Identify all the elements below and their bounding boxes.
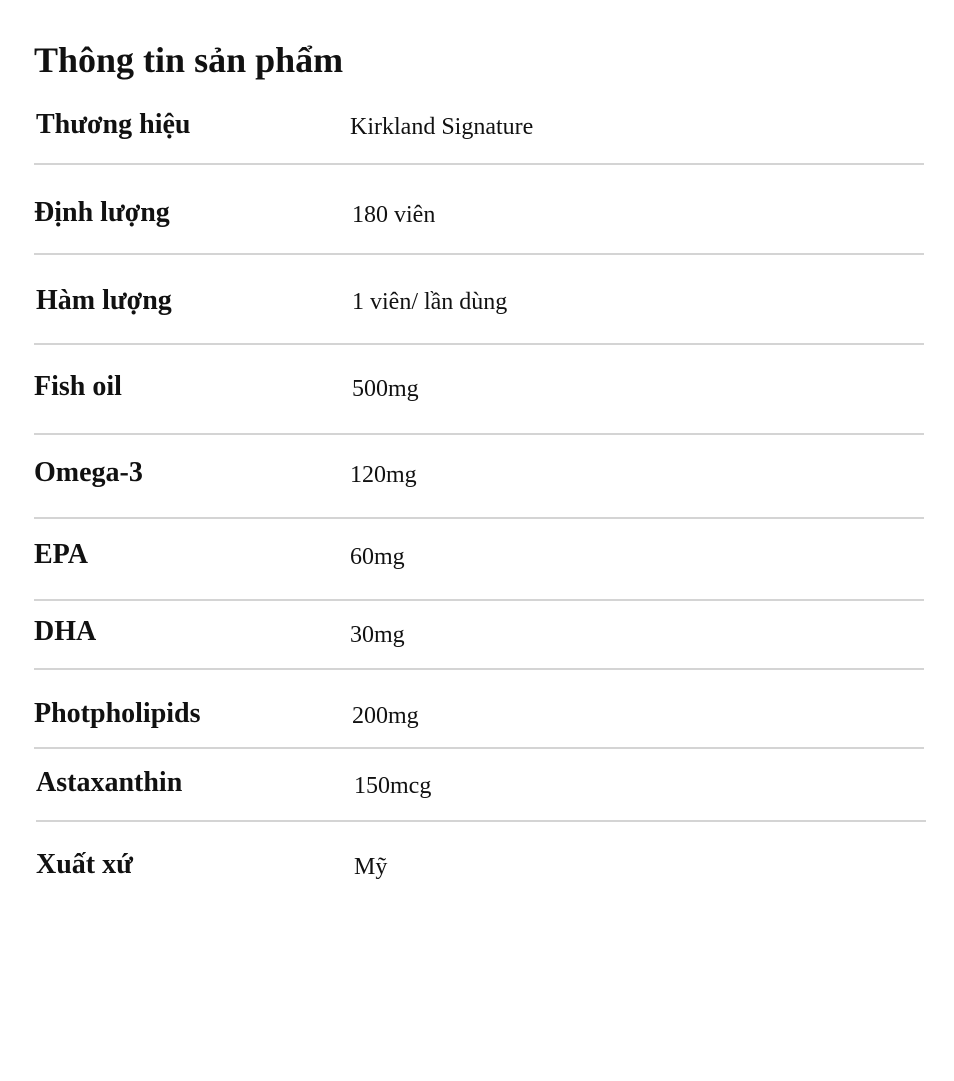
row-divider <box>36 820 926 822</box>
row-divider <box>34 599 924 601</box>
spec-label: Thương hiệu <box>36 109 191 140</box>
spec-value: 120mg <box>350 462 417 488</box>
spec-value: 1 viên/ lần dùng <box>352 289 508 315</box>
spec-label: EPA <box>34 539 88 570</box>
spec-label: Hàm lượng <box>36 285 172 316</box>
page-title: Thông tin sản phẩm <box>34 40 344 80</box>
row-divider <box>34 668 924 670</box>
spec-value: Mỹ <box>354 854 388 880</box>
spec-label: Định lượng <box>34 197 170 228</box>
spec-value: 500mg <box>352 376 419 402</box>
spec-label: Astaxanthin <box>36 767 183 798</box>
spec-label: Fish oil <box>34 371 122 402</box>
row-divider <box>34 517 924 519</box>
spec-value: 30mg <box>350 622 405 648</box>
spec-value: 150mcg <box>354 773 432 799</box>
spec-label: Photpholipids <box>34 698 201 729</box>
row-divider <box>34 163 924 165</box>
spec-label: Xuất xứ <box>36 849 133 880</box>
spec-value: 180 viên <box>352 202 436 228</box>
spec-label: DHA <box>34 616 97 647</box>
spec-label: Omega-3 <box>34 457 143 488</box>
row-divider <box>34 433 924 435</box>
row-divider <box>34 747 924 749</box>
row-divider <box>34 343 924 345</box>
spec-value: 200mg <box>352 703 419 729</box>
spec-value: 60mg <box>350 544 405 570</box>
spec-value: Kirkland Signature <box>350 114 534 140</box>
row-divider <box>34 253 924 255</box>
